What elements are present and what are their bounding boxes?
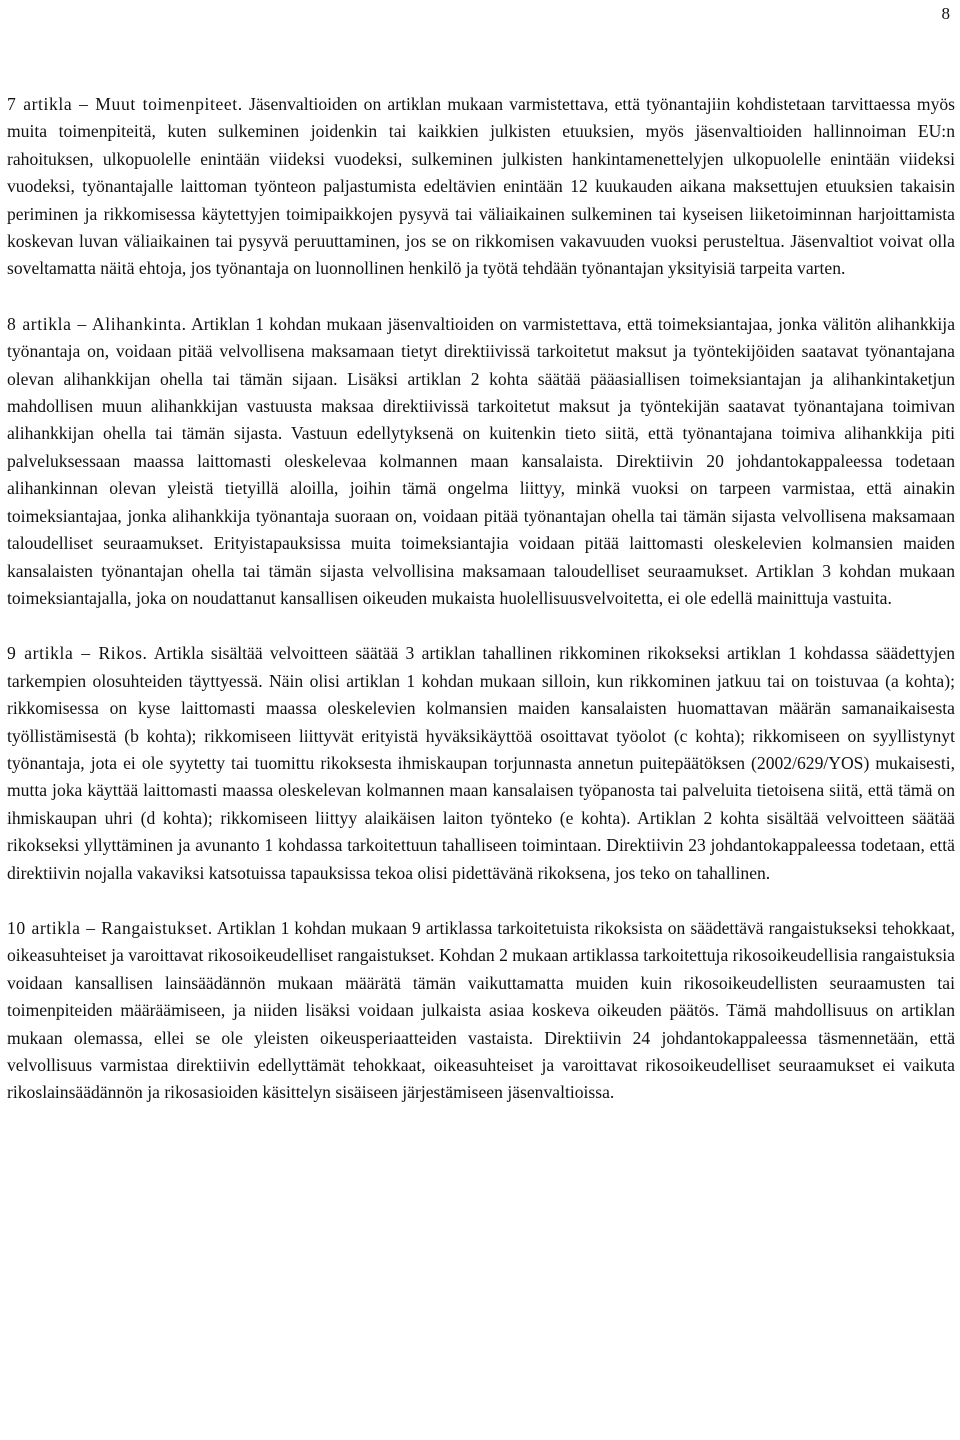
article-10-heading: 10 artikla – Rangaistukset. [7, 917, 213, 938]
article-9-heading: 9 artikla – Rikos. [7, 643, 148, 664]
document-body [7, 91, 955, 1135]
article-10-paragraph [7, 915, 955, 1107]
article-8-heading: 8 artikla – Alihankinta. [7, 313, 187, 334]
article-7-text: Jäsenvaltioiden on artiklan mukaan varmistettava, että työnantajiin kohdistetaan tarvittaessa myös muita toimenpiteitä, kuten sulkeminen joidenkin tai kaikkien julkisten etuuksien, myös jäsenvaltioiden hallinnoiman EU:n rahoituksen, ulkopuolelle enintään viideksi vuodeksi, sulkeminen julkisten hankintamenettelyjen ulkopuolelle enintään viideksi vuodeksi, työnantajalle laittoman työnteon paljastumista edeltävien enintään 12 kuukauden aikana maksettujen etuuksien takaisin periminen ja rikkomisessa käytettyjen toimipaikkojen pysyvä tai väliaikainen sulkeminen tai kyseisen liiketoiminnan harjoittamista koskevan luvan väliaikainen tai pysyvä peruuttaminen, jos se on rikkomisen vakavuuden vuoksi perusteltua. Jäsenvaltiot voivat olla soveltamatta näitä ehtoja, jos työnantaja on luonnollinen henkilö ja työtä tehdään työnantajan yksityisiä tarpeita varten. [7, 94, 956, 279]
article-10-text: Artiklan 1 kohdan mukaan 9 artiklassa tarkoitetuista rikoksista on säädettävä rangaistukseksi tehokkaat, oikeasuhteiset ja varoittavat rikosoikeudelliset rangaistukset. Kohdan 2 mukaan artiklassa tarkoitettuja rikosoikeudellisia rangaistuksia voidaan kansallisen lainsäädännön mukaan määrätä tämän vaikuttamatta muiden kuin rikosoikeudellisten seuraamusten tai toimenpiteiden määräämiseen, ja niiden lisäksi voidaan julkaista asiaa koskeva oikeuden päätös. Tämä mahdollisuus on artiklan mukaan olemassa, ellei se ole yleisten oikeusperiaatteiden vastaista. Direktiivin 24 johdantokappaleessa täsmennetään, että velvollisuus varmistaa direktiivin edellyttämät tehokkaat, oikeasuhteiset ja varoittavat rikosoikeudelliset seuraamukset ei vaikuta rikoslainsäädännön ja rikosasioiden käsittelyn sisäiseen järjestämiseen jäsenvaltioissa. [7, 917, 955, 1103]
article-8-text: Artiklan 1 kohdan mukaan jäsenvaltioiden on varmistettava, että toimeksiantajaa, jonka välitön alihankkija työnantaja on, voidaan pitää velvollisena maksamaan tietyt direktiivissä tarkoitetut maksut ja työntekijöiden saatavat työnantajana olevan alihankkijan ohella tai tämän sijaan. Lisäksi artiklan 2 kohta säätää pääasiallisen toimeksiantajan ja alihankintaketjun mahdollisen muun alihankkijan vastuusta maksaa direktiivissä tarkoitetut maksut ja työntekijän saatavat työnantajana toimivan alihankkijan ohella tai tämän sijasta. Vastuun edellytyksenä on kuitenkin tieto siitä, että työnantajana toimiva alihankkija piti palveluksessaan maassa laittomasti oleskelevaa kolmannen maan kansalaista. Direktiivin 20 johdantokappaleessa todetaan alihankinnan olevan yleistä tietyillä aloilla, joihin tämä ongelma liittyy, minkä vuoksi on tarpeen varmistaa, että ainakin toimeksiantajaa, jonka alihankkija työnantaja suoraan on, voidaan pitää työnantajan ohella tai tämän sijasta velvollisena maksamaan taloudelliset seuraamukset. Erityistapauksissa muita toimeksiantajia voidaan pitää laittomasti oleskelevien kolmansien maiden kansalaisten työnantajan ohella tai tämän sijasta velvollisina maksamaan taloudelliset seuraamukset. Artiklan 3 kohdan mukaan toimeksiantajalla, joka on noudattanut kansallisen oikeuden mukaista huolellisuusvelvoitetta, ei ole edellä mainittuja vastuita. [7, 313, 956, 608]
page-number: 8 [941, 4, 950, 23]
article-7-heading: 7 artikla – Muut toimenpiteet. [7, 94, 243, 114]
article-8-paragraph [7, 311, 955, 612]
article-9-paragraph [7, 640, 955, 887]
article-7-paragraph [7, 91, 955, 283]
article-9-text: Artikla sisältää velvoitteen säätää 3 artiklan tahallinen rikkominen rikokseksi artiklan 1 kohdassa säädettyjen tarkempien olosuhteiden täyttyessä. Näin olisi artiklan 1 kohdan mukaan silloin, kun rikkominen jatkuu tai on toistuvaa (a kohta); rikkomisessa on kyse laittomasti maassa oleskelevien kolmansien maiden kansalaisten huomattavan määrän samanaikaisesta työllistämisestä (b kohta); rikkomiseen liittyvät erityistä hyväksikäyttöä osoittavat työolot (c kohta); rikkomiseen on syyllistynyt työnantaja, jota ei ole syytetty tai tuomittu rikoksesta ihmiskaupan torjunnasta annetun puitepäätöksen (2002/629/YOS) mukaisesti, mutta joka käyttää laittomasti maassa oleskelevan kolmannen maan kansalaisen työpanosta tai palveluita tietoisena siitä, että tämä on ihmiskaupan uhri (d kohta); rikkomiseen liittyy alaikäisen laiton työnteko (e kohta). Artiklan 2 kohta sisältää velvoitteen säätää rikokseksi yllyttäminen ja avunanto 1 kohdassa tarkoitettuun tahalliseen toimintaan. Direktiivin 23 johdantokappaleessa todetaan, että direktiivin nojalla vakaviksi katsotuissa tapauksissa tekoa olisi pidettävänä rikoksena, jos teko on tahallinen. [7, 643, 955, 883]
